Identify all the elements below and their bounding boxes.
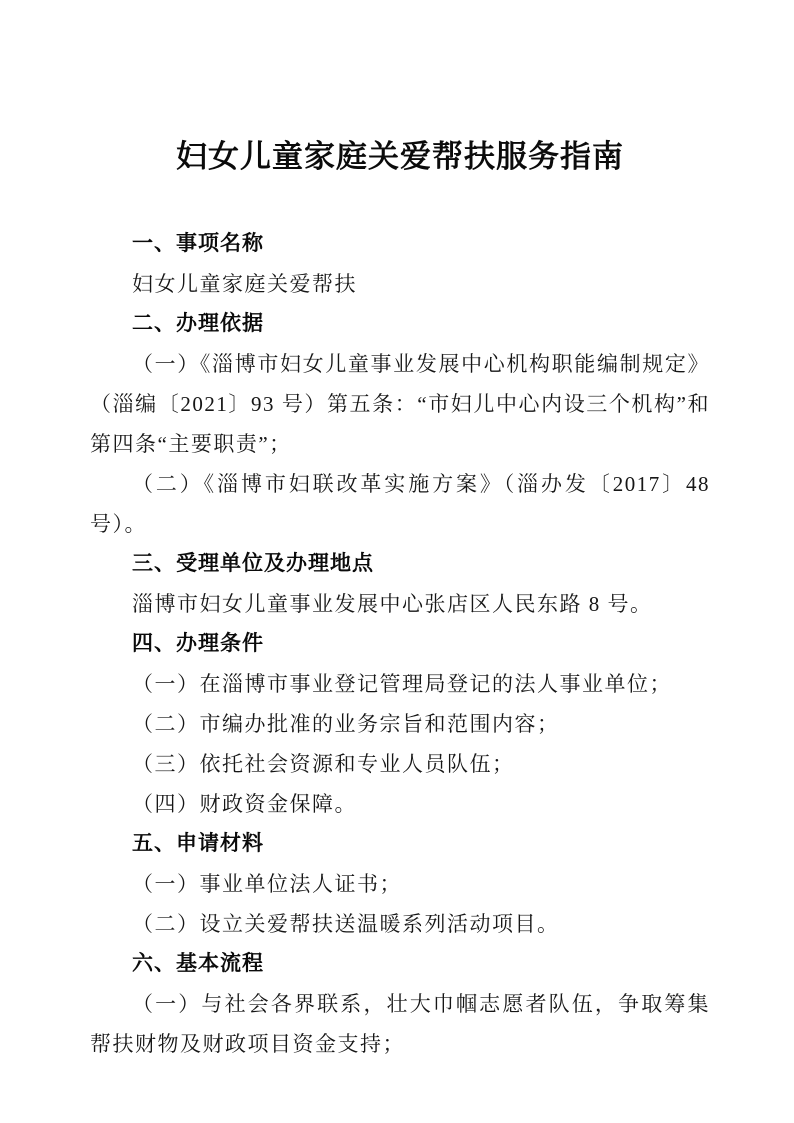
section-heading-5: 五、申请材料 xyxy=(132,832,264,855)
section-heading-1: 一、事项名称 xyxy=(132,232,264,255)
section-application-materials xyxy=(90,824,710,944)
section-5-paragraph-2: （二）设立关爱帮扶送温暖系列活动项目。 xyxy=(132,912,560,936)
section-heading-2: 二、办理依据 xyxy=(132,312,264,335)
section-6-paragraph-1: （一）与社会各界联系，壮大巾帼志愿者队伍，争取筹集帮扶财物及财政项目资金支持； xyxy=(90,992,710,1056)
section-heading-4: 四、办理条件 xyxy=(132,632,264,655)
section-heading-6: 六、基本流程 xyxy=(132,952,264,975)
section-4-paragraph-3: （三）依托社会资源和专业人员队伍； xyxy=(132,752,515,776)
section-handling-basis xyxy=(90,304,710,544)
section-3-paragraph-1: 淄博市妇女儿童事业发展中心张店区人民东路 8 号。 xyxy=(132,592,653,616)
document-title: 妇女儿童家庭关爱帮扶服务指南 xyxy=(176,139,624,174)
section-handling-conditions xyxy=(90,624,710,824)
section-4-paragraph-1: （一）在淄博市事业登记管理局登记的法人事业单位； xyxy=(132,672,672,696)
section-1-paragraph-1: 妇女儿童家庭关爱帮扶 xyxy=(132,272,357,296)
section-5-paragraph-1: （一）事业单位法人证书； xyxy=(132,872,402,896)
section-2-paragraph-2: （二）《淄博市妇联改革实施方案》（淄办发〔2017〕48 号）。 xyxy=(90,472,710,536)
section-4-paragraph-4: （四）财政资金保障。 xyxy=(132,792,357,816)
section-2-paragraph-1: （一）《淄博市妇女儿童事业发展中心机构职能编制规定》（淄编〔2021〕93 号）第五条：“市妇儿中心内设三个机构”和第四条“主要职责”； xyxy=(90,352,710,456)
section-4-paragraph-2: （二）市编办批准的业务宗旨和范围内容； xyxy=(132,712,560,736)
section-accepting-unit-location xyxy=(90,544,710,624)
section-basic-process xyxy=(90,944,710,1064)
section-heading-3: 三、受理单位及办理地点 xyxy=(132,552,374,575)
section-item-name xyxy=(90,224,710,304)
